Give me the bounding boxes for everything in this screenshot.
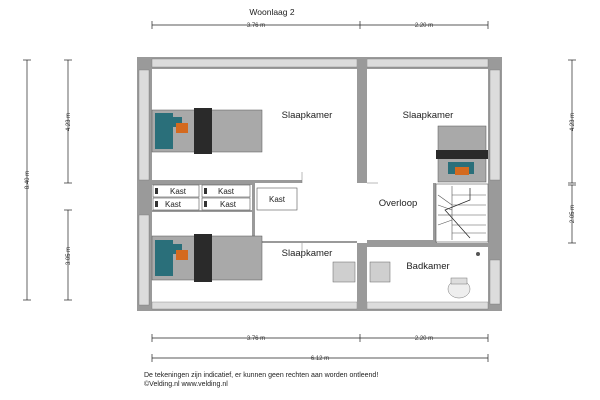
dim-top-right: 2.20 m — [414, 23, 434, 29]
dim-right-upper: 4.23 m — [570, 112, 576, 132]
dim-left-total: 8.40 m — [25, 170, 31, 190]
floor-title: Woonlaag 2 — [249, 7, 295, 17]
dim-bottom-total: 6.12 m — [310, 356, 330, 362]
dim-left-upper: 4.23 m — [66, 112, 72, 132]
room-slaapkamer-top-right: Slaapkamer — [402, 110, 454, 121]
dimension-top — [152, 21, 488, 29]
bed-top — [152, 108, 262, 154]
dim-bottom-left: 3.76 m — [246, 336, 266, 342]
dim-bottom-right: 2.20 m — [414, 336, 434, 342]
kast-label-2: Kast — [217, 187, 235, 196]
room-slaapkamer-bottom: Slaapkamer — [281, 248, 333, 259]
dim-right-lower: 2.05 m — [570, 204, 576, 224]
bed-top-right — [436, 126, 488, 182]
room-overloop: Overloop — [378, 198, 418, 209]
kast-label-1: Kast — [169, 187, 187, 196]
dim-top-left: 3.76 m — [246, 23, 266, 29]
kast-label-4: Kast — [219, 200, 237, 209]
dim-left-lower: 3.05 m — [66, 246, 72, 266]
room-slaapkamer-top-left: Slaapkamer — [281, 110, 333, 121]
footer-copyright: ©Velding.nl www.velding.nl — [144, 381, 228, 388]
footer-disclaimer: De tekeningen zijn indicatief, er kunnen geen rechten aan worden ontleend! — [144, 372, 379, 379]
kast-label-5: Kast — [268, 195, 286, 204]
room-badkamer: Badkamer — [406, 261, 450, 272]
bed-bottom — [152, 234, 262, 282]
kast-label-3: Kast — [164, 200, 182, 209]
staircase — [436, 184, 488, 242]
